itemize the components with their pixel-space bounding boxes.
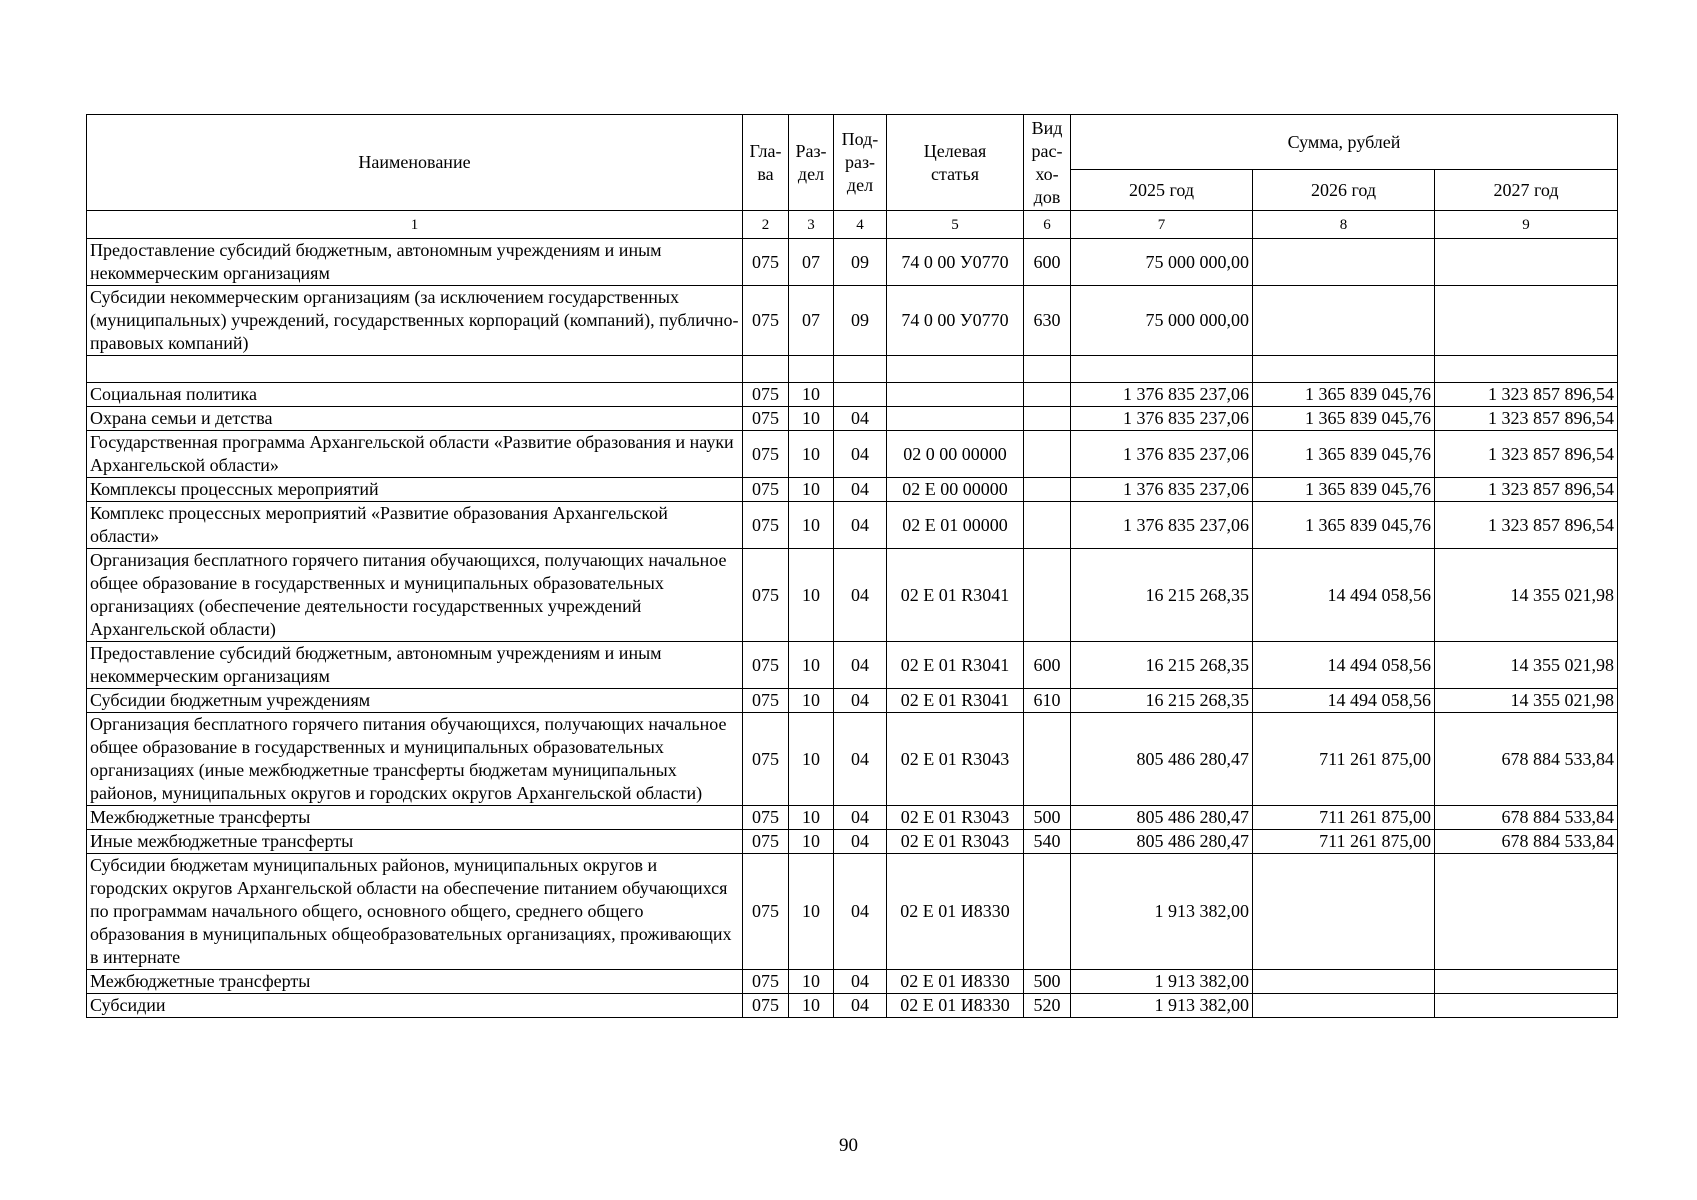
table-row [87, 431, 1618, 478]
cell-amount-2027: 1 323 857 896,54 [1435, 502, 1618, 549]
cell-amount-2026 [1253, 239, 1435, 286]
cell-expense-type [1024, 431, 1071, 478]
cell-amount-2025: 1 376 835 237,06 [1071, 502, 1253, 549]
cell-amount-2025: 16 215 268,35 [1071, 689, 1253, 713]
cell-target-article: 02 0 00 00000 [887, 431, 1024, 478]
cell-name: Субсидии бюджетам муниципальных районов, муниципальных округов и городских округов Архангельской области на обеспечение питанием обучающихся по программам начального общего, основного общего, среднего общего образования в муниципальных общеобразовательных организациях, проживающих в интернате [87, 854, 743, 970]
cell-name: Организация бесплатного горячего питания обучающихся, получающих начальное общее образование в государственных и муниципальных образовательных организациях (обеспечение деятельности государственных учреждений Архангельской области) [87, 549, 743, 642]
cell-target-article [887, 356, 1024, 383]
cell-expense-type [1024, 502, 1071, 549]
cell-target-article: 02 Е 01 И8330 [887, 854, 1024, 970]
cell-target-article: 02 Е 01 R3041 [887, 549, 1024, 642]
cell-amount-2026: 1 365 839 045,76 [1253, 478, 1435, 502]
column-number: 2 [743, 211, 789, 239]
cell-section: 10 [789, 642, 834, 689]
cell-section: 10 [789, 713, 834, 806]
cell-subsection: 04 [834, 830, 887, 854]
cell-subsection: 04 [834, 806, 887, 830]
cell-chapter: 075 [743, 502, 789, 549]
cell-chapter: 075 [743, 970, 789, 994]
cell-amount-2027: 1 323 857 896,54 [1435, 383, 1618, 407]
cell-amount-2026: 14 494 058,56 [1253, 549, 1435, 642]
table-row [87, 356, 1618, 383]
cell-chapter: 075 [743, 994, 789, 1018]
cell-name: Иные межбюджетные трансферты [87, 830, 743, 854]
column-number: 7 [1071, 211, 1253, 239]
cell-amount-2027 [1435, 994, 1618, 1018]
cell-target-article: 02 Е 01 00000 [887, 502, 1024, 549]
cell-chapter: 075 [743, 806, 789, 830]
cell-chapter: 075 [743, 407, 789, 431]
table-row [87, 713, 1618, 806]
cell-expense-type: 540 [1024, 830, 1071, 854]
cell-name: Субсидии бюджетным учреждениям [87, 689, 743, 713]
cell-section: 10 [789, 994, 834, 1018]
cell-subsection [834, 383, 887, 407]
cell-name: Межбюджетные трансферты [87, 970, 743, 994]
cell-amount-2027: 14 355 021,98 [1435, 689, 1618, 713]
cell-amount-2027 [1435, 286, 1618, 356]
cell-amount-2026: 14 494 058,56 [1253, 689, 1435, 713]
cell-target-article: 02 Е 01 И8330 [887, 970, 1024, 994]
header-section: Раз- дел [789, 115, 834, 211]
header-year-2026: 2026 год [1253, 170, 1435, 211]
cell-target-article: 02 Е 01 R3043 [887, 830, 1024, 854]
cell-chapter: 075 [743, 549, 789, 642]
cell-amount-2026: 1 365 839 045,76 [1253, 502, 1435, 549]
cell-name: Социальная политика [87, 383, 743, 407]
cell-name: Охрана семьи и детства [87, 407, 743, 431]
cell-amount-2027: 1 323 857 896,54 [1435, 407, 1618, 431]
cell-amount-2027: 14 355 021,98 [1435, 642, 1618, 689]
cell-expense-type [1024, 549, 1071, 642]
cell-chapter: 075 [743, 431, 789, 478]
column-number-row [87, 211, 1618, 239]
cell-subsection [834, 356, 887, 383]
cell-section: 10 [789, 549, 834, 642]
column-number: 5 [887, 211, 1024, 239]
cell-expense-type: 500 [1024, 806, 1071, 830]
cell-amount-2025: 1 376 835 237,06 [1071, 431, 1253, 478]
cell-amount-2026: 711 261 875,00 [1253, 713, 1435, 806]
table-row [87, 478, 1618, 502]
cell-name: Государственная программа Архангельской области «Развитие образования и науки Архангельской области» [87, 431, 743, 478]
cell-amount-2027 [1435, 970, 1618, 994]
cell-subsection: 04 [834, 994, 887, 1018]
cell-target-article: 02 Е 01 R3043 [887, 806, 1024, 830]
cell-amount-2027: 14 355 021,98 [1435, 549, 1618, 642]
cell-amount-2026 [1253, 854, 1435, 970]
cell-amount-2025 [1071, 356, 1253, 383]
cell-section: 10 [789, 478, 834, 502]
header-target-article: Целевая статья [887, 115, 1024, 211]
table-body [87, 239, 1618, 1018]
cell-amount-2025: 805 486 280,47 [1071, 830, 1253, 854]
column-number: 4 [834, 211, 887, 239]
cell-expense-type [1024, 478, 1071, 502]
cell-amount-2026: 1 365 839 045,76 [1253, 431, 1435, 478]
cell-amount-2026 [1253, 356, 1435, 383]
cell-section: 10 [789, 970, 834, 994]
header-year-2027: 2027 год [1435, 170, 1618, 211]
cell-chapter: 075 [743, 286, 789, 356]
cell-amount-2025: 75 000 000,00 [1071, 286, 1253, 356]
cell-subsection: 04 [834, 407, 887, 431]
cell-amount-2025: 1 376 835 237,06 [1071, 383, 1253, 407]
cell-section: 10 [789, 383, 834, 407]
cell-amount-2025: 1 376 835 237,06 [1071, 478, 1253, 502]
column-number: 3 [789, 211, 834, 239]
cell-target-article: 02 Е 01 R3041 [887, 689, 1024, 713]
cell-amount-2025: 1 913 382,00 [1071, 970, 1253, 994]
cell-expense-type [1024, 383, 1071, 407]
cell-expense-type [1024, 356, 1071, 383]
cell-chapter: 075 [743, 642, 789, 689]
cell-amount-2027: 678 884 533,84 [1435, 806, 1618, 830]
cell-target-article: 02 Е 01 R3043 [887, 713, 1024, 806]
table-row [87, 689, 1618, 713]
cell-chapter: 075 [743, 854, 789, 970]
cell-amount-2027: 1 323 857 896,54 [1435, 431, 1618, 478]
cell-expense-type: 600 [1024, 239, 1071, 286]
cell-amount-2026: 711 261 875,00 [1253, 806, 1435, 830]
cell-chapter [743, 356, 789, 383]
table-row [87, 549, 1618, 642]
cell-subsection: 04 [834, 713, 887, 806]
column-number: 8 [1253, 211, 1435, 239]
cell-chapter: 075 [743, 830, 789, 854]
cell-amount-2025: 75 000 000,00 [1071, 239, 1253, 286]
cell-target-article: 02 Е 00 00000 [887, 478, 1024, 502]
cell-name: Межбюджетные трансферты [87, 806, 743, 830]
cell-chapter: 075 [743, 383, 789, 407]
cell-chapter: 075 [743, 239, 789, 286]
page-number: 90 [839, 1135, 858, 1156]
cell-name: Организация бесплатного горячего питания обучающихся, получающих начальное общее образование в государственных и муниципальных образовательных организациях (иные межбюджетные трансферты бюджетам муниципальных районов, муниципальных округов и городских округов Архангельской области) [87, 713, 743, 806]
cell-subsection: 04 [834, 502, 887, 549]
cell-amount-2025: 1 913 382,00 [1071, 994, 1253, 1018]
cell-section: 10 [789, 689, 834, 713]
table-row [87, 383, 1618, 407]
cell-section: 10 [789, 854, 834, 970]
cell-amount-2025: 1 376 835 237,06 [1071, 407, 1253, 431]
cell-name: Комплексы процессных мероприятий [87, 478, 743, 502]
cell-section: 10 [789, 806, 834, 830]
header-sum: Сумма, рублей [1071, 115, 1618, 170]
table-row [87, 854, 1618, 970]
header-name: Наименование [87, 115, 743, 211]
cell-amount-2025: 1 913 382,00 [1071, 854, 1253, 970]
cell-amount-2027: 1 323 857 896,54 [1435, 478, 1618, 502]
cell-subsection: 04 [834, 478, 887, 502]
cell-target-article [887, 407, 1024, 431]
cell-section: 10 [789, 502, 834, 549]
cell-subsection: 04 [834, 642, 887, 689]
cell-section: 10 [789, 407, 834, 431]
cell-section [789, 356, 834, 383]
table-row [87, 286, 1618, 356]
cell-chapter: 075 [743, 713, 789, 806]
cell-expense-type [1024, 713, 1071, 806]
cell-subsection: 09 [834, 286, 887, 356]
cell-amount-2025: 805 486 280,47 [1071, 806, 1253, 830]
header-subsection: Под- раз- дел [834, 115, 887, 211]
table-row [87, 830, 1618, 854]
cell-amount-2025: 805 486 280,47 [1071, 713, 1253, 806]
cell-name: Комплекс процессных мероприятий «Развитие образования Архангельской области» [87, 502, 743, 549]
cell-expense-type: 500 [1024, 970, 1071, 994]
cell-subsection: 04 [834, 970, 887, 994]
cell-subsection: 09 [834, 239, 887, 286]
cell-amount-2027 [1435, 854, 1618, 970]
table-row [87, 642, 1618, 689]
table-row [87, 994, 1618, 1018]
cell-name: Предоставление субсидий бюджетным, автономным учреждениям и иным некоммерческим организациям [87, 642, 743, 689]
cell-expense-type [1024, 407, 1071, 431]
cell-name: Субсидии некоммерческим организациям (за исключением государственных (муниципальных) учреждений, государственных корпораций (компаний), публично-правовых компаний) [87, 286, 743, 356]
cell-subsection: 04 [834, 431, 887, 478]
cell-target-article: 74 0 00 У0770 [887, 239, 1024, 286]
cell-section: 07 [789, 286, 834, 356]
cell-amount-2026: 1 365 839 045,76 [1253, 383, 1435, 407]
cell-amount-2026 [1253, 970, 1435, 994]
cell-expense-type: 610 [1024, 689, 1071, 713]
cell-target-article: 02 Е 01 И8330 [887, 994, 1024, 1018]
cell-name: Субсидии [87, 994, 743, 1018]
cell-amount-2027 [1435, 239, 1618, 286]
cell-name [87, 356, 743, 383]
cell-amount-2026: 711 261 875,00 [1253, 830, 1435, 854]
cell-expense-type: 600 [1024, 642, 1071, 689]
cell-chapter: 075 [743, 478, 789, 502]
cell-subsection: 04 [834, 549, 887, 642]
cell-section: 10 [789, 431, 834, 478]
cell-amount-2027: 678 884 533,84 [1435, 830, 1618, 854]
cell-name: Предоставление субсидий бюджетным, автономным учреждениям и иным некоммерческим организациям [87, 239, 743, 286]
table-row [87, 407, 1618, 431]
column-number: 6 [1024, 211, 1071, 239]
cell-section: 07 [789, 239, 834, 286]
cell-subsection: 04 [834, 854, 887, 970]
column-number: 9 [1435, 211, 1618, 239]
table-row [87, 502, 1618, 549]
cell-expense-type: 520 [1024, 994, 1071, 1018]
cell-expense-type [1024, 854, 1071, 970]
cell-chapter: 075 [743, 689, 789, 713]
table-row [87, 970, 1618, 994]
cell-amount-2026 [1253, 994, 1435, 1018]
column-number: 1 [87, 211, 743, 239]
cell-amount-2025: 16 215 268,35 [1071, 549, 1253, 642]
header-chapter: Гла- ва [743, 115, 789, 211]
cell-amount-2027 [1435, 356, 1618, 383]
cell-expense-type: 630 [1024, 286, 1071, 356]
table-row [87, 239, 1618, 286]
cell-section: 10 [789, 830, 834, 854]
budget-table [86, 114, 1618, 1018]
cell-target-article: 74 0 00 У0770 [887, 286, 1024, 356]
table-row [87, 806, 1618, 830]
cell-amount-2026: 1 365 839 045,76 [1253, 407, 1435, 431]
header-expense-type: Вид рас- хо- дов [1024, 115, 1071, 211]
cell-amount-2026 [1253, 286, 1435, 356]
cell-amount-2026: 14 494 058,56 [1253, 642, 1435, 689]
cell-amount-2027: 678 884 533,84 [1435, 713, 1618, 806]
cell-target-article [887, 383, 1024, 407]
header-year-2025: 2025 год [1071, 170, 1253, 211]
cell-amount-2025: 16 215 268,35 [1071, 642, 1253, 689]
cell-target-article: 02 Е 01 R3041 [887, 642, 1024, 689]
cell-subsection: 04 [834, 689, 887, 713]
